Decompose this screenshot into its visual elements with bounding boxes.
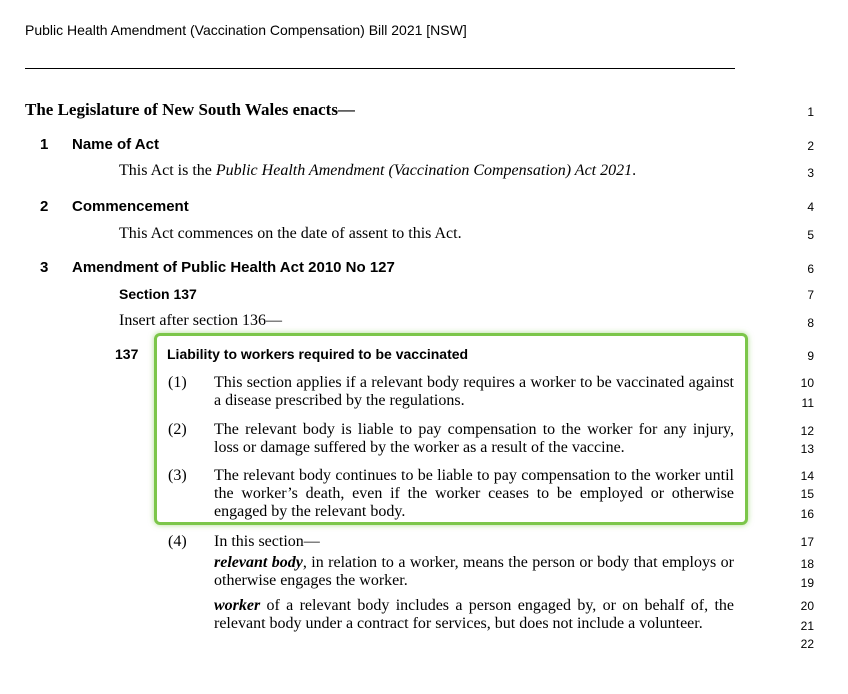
line-number: 4 — [807, 200, 814, 214]
definition-worker: worker of a relevant body includes a person engaged by, or on behalf of, the relevant body under a contract for services, but does not include a volunteer. — [214, 597, 734, 632]
subsection-2-number: (2) — [168, 421, 187, 438]
line-number: 21 — [800, 619, 814, 633]
header-rule — [25, 68, 735, 69]
line-number: 9 — [807, 349, 814, 363]
line-number: 2 — [807, 139, 814, 153]
line-number: 11 — [801, 396, 814, 410]
line-number: 20 — [800, 599, 814, 613]
subsection-1-text: This section applies if a relevant body requires a worker to be vaccinated against a disease prescribed by the regulations. — [214, 374, 734, 409]
definition-relevant-body: relevant body, in relation to a worker, means the person or body that employs or otherwise engages the worker. — [214, 554, 734, 589]
document-header: Public Health Amendment (Vaccination Compensation) Bill 2021 [NSW] — [25, 22, 467, 38]
line-number: 15 — [800, 487, 814, 501]
section-3-heading: Amendment of Public Health Act 2010 No 127 — [72, 259, 395, 276]
enacting-formula: The Legislature of New South Wales enacts— — [25, 100, 355, 119]
line-number: 13 — [800, 442, 814, 456]
line-number: 22 — [800, 637, 814, 651]
line-number: 6 — [807, 262, 814, 276]
new-section-number: 137 — [115, 346, 139, 362]
line-number: 10 — [800, 376, 814, 390]
section-1-heading: Name of Act — [72, 136, 159, 153]
subsection-3-text: The relevant body continues to be liable to pay compensation to the worker until the worker’s death, even if the worker ceases to be employed or otherwise engaged by the relevant body. — [214, 467, 734, 520]
line-number: 1 — [807, 105, 814, 119]
subsection-1-number: (1) — [168, 374, 187, 391]
subsection-2-text: The relevant body is liable to pay compensation to the worker for any injury, loss or damage suffered by the worker as a result of the vaccine. — [214, 421, 734, 456]
line-number: 18 — [800, 557, 814, 571]
section-2-text: This Act commences on the date of assent to this Act. — [119, 225, 462, 242]
section-3-subheading: Section 137 — [119, 286, 197, 302]
subsection-4-intro: In this section— — [214, 533, 320, 550]
subsection-3-number: (3) — [168, 467, 187, 484]
subsection-4-number: (4) — [168, 533, 187, 550]
line-number: 19 — [800, 576, 814, 590]
section-2-heading: Commencement — [72, 198, 189, 215]
section-2-number: 2 — [40, 198, 49, 215]
line-number: 16 — [800, 507, 814, 521]
section-1-text: This Act is the Public Health Amendment (Vaccination Compensation) Act 2021. — [119, 162, 637, 179]
new-section-heading: Liability to workers required to be vaccinated — [167, 346, 469, 362]
section-3-number: 3 — [40, 259, 49, 276]
line-number: 3 — [807, 166, 814, 180]
line-number: 17 — [800, 535, 814, 549]
line-number: 12 — [800, 424, 814, 438]
line-number: 14 — [800, 469, 814, 483]
line-number: 5 — [807, 228, 814, 242]
line-number: 7 — [807, 288, 814, 302]
section-1-number: 1 — [40, 136, 49, 153]
section-3-insert-instruction: Insert after section 136— — [119, 312, 283, 329]
line-number: 8 — [807, 316, 814, 330]
